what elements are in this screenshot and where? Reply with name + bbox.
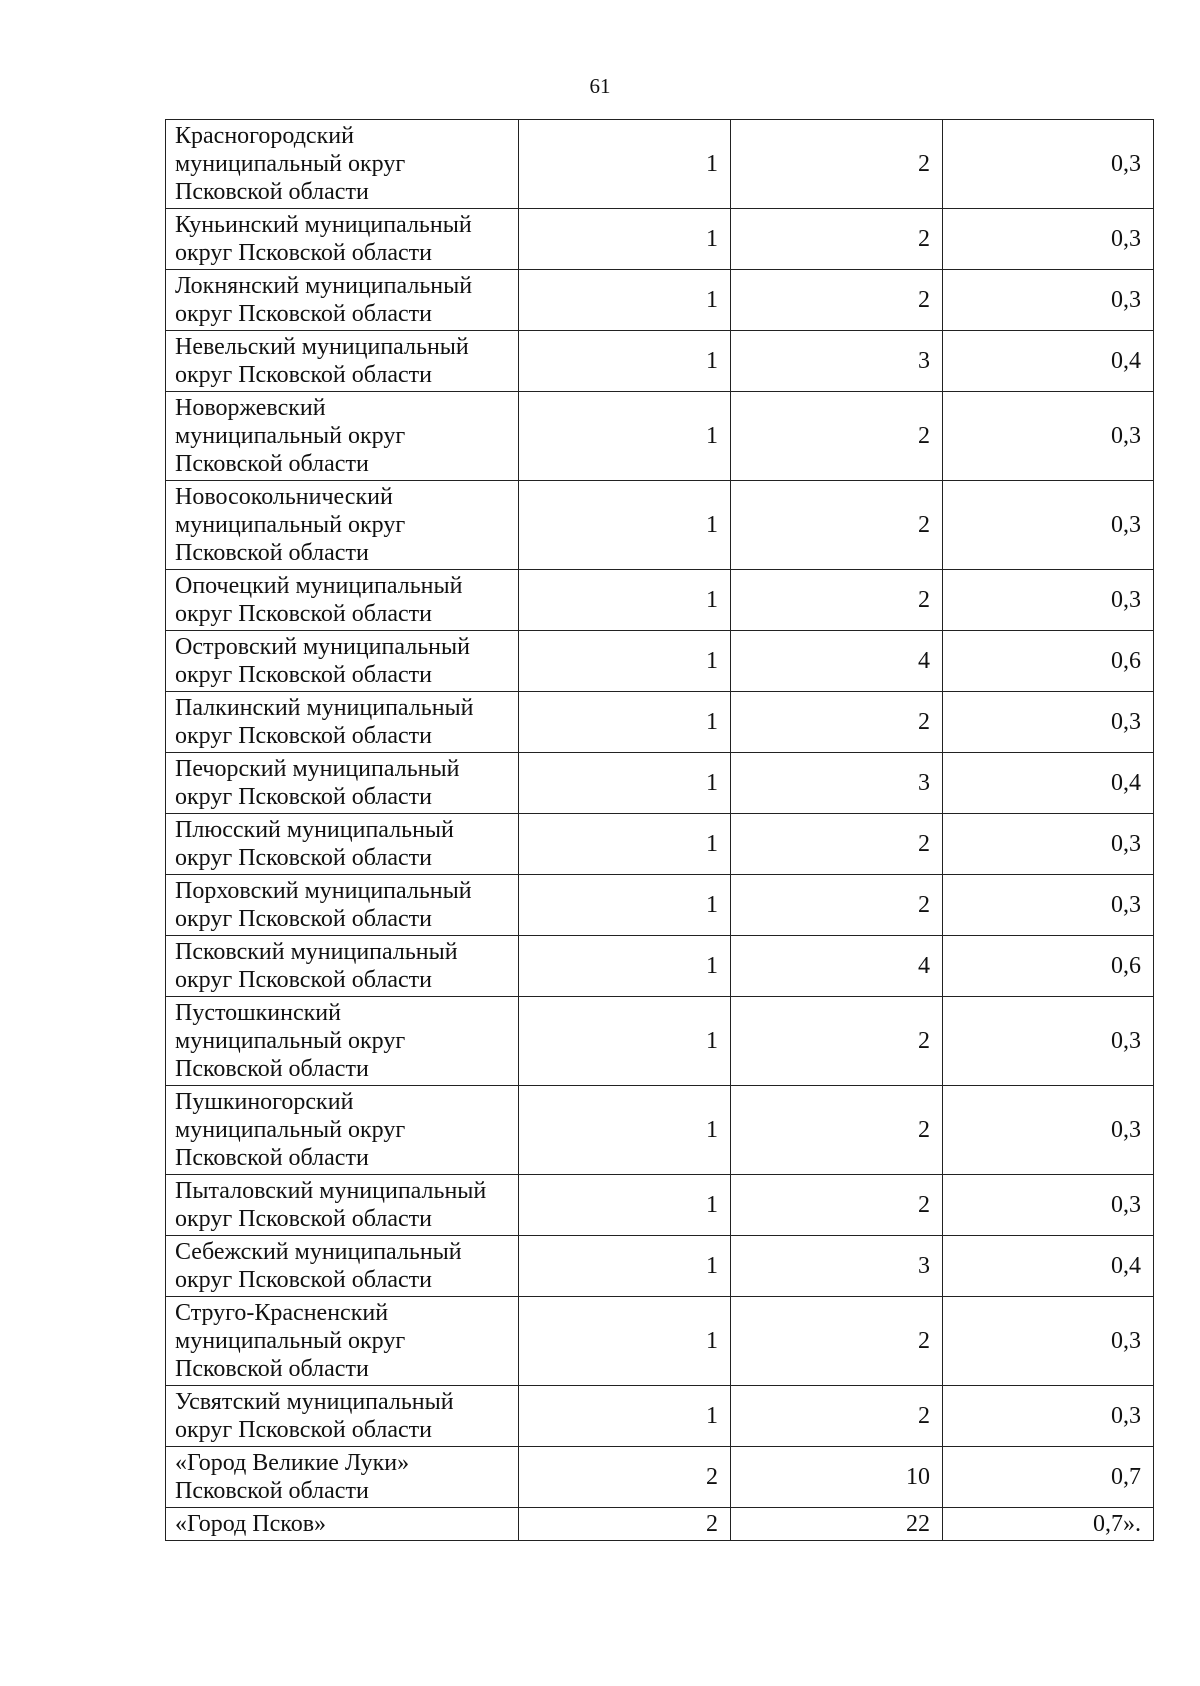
value-cell-2: 2 bbox=[731, 997, 943, 1086]
value-cell-2: 2 bbox=[731, 270, 943, 331]
value-cell-2: 3 bbox=[731, 753, 943, 814]
district-name-cell: Пушкиногорский муниципальный округ Псковской области bbox=[166, 1086, 519, 1175]
value-cell-3: 0,3 bbox=[943, 270, 1154, 331]
value-cell-2: 3 bbox=[731, 1236, 943, 1297]
value-cell-3: 0,3 bbox=[943, 1086, 1154, 1175]
table-row bbox=[166, 631, 1154, 692]
district-name-cell: «Город Псков» bbox=[166, 1508, 519, 1541]
table-row bbox=[166, 270, 1154, 331]
value-cell-3: 0,3 bbox=[943, 1297, 1154, 1386]
table-row bbox=[166, 1175, 1154, 1236]
table-row bbox=[166, 936, 1154, 997]
value-cell-1: 1 bbox=[519, 331, 731, 392]
value-cell-3: 0,3 bbox=[943, 481, 1154, 570]
table-row bbox=[166, 1508, 1154, 1541]
table-row bbox=[166, 1297, 1154, 1386]
value-cell-1: 1 bbox=[519, 209, 731, 270]
value-cell-1: 1 bbox=[519, 692, 731, 753]
district-name-cell: «Город Великие Луки» Псковской области bbox=[166, 1447, 519, 1508]
value-cell-2: 22 bbox=[731, 1508, 943, 1541]
table-row bbox=[166, 997, 1154, 1086]
value-cell-3: 0,3 bbox=[943, 120, 1154, 209]
district-name-cell: Опочецкий муниципальный округ Псковской области bbox=[166, 570, 519, 631]
table-row bbox=[166, 331, 1154, 392]
value-cell-3: 0,3 bbox=[943, 814, 1154, 875]
value-cell-2: 4 bbox=[731, 936, 943, 997]
table-row bbox=[166, 392, 1154, 481]
table-row bbox=[166, 814, 1154, 875]
table-body bbox=[166, 120, 1154, 1541]
district-name-cell: Псковский муниципальный округ Псковской области bbox=[166, 936, 519, 997]
value-cell-1: 1 bbox=[519, 1386, 731, 1447]
municipal-districts-table bbox=[165, 119, 1154, 1541]
value-cell-3: 0,6 bbox=[943, 936, 1154, 997]
table-row bbox=[166, 481, 1154, 570]
value-cell-3: 0,4 bbox=[943, 331, 1154, 392]
value-cell-3: 0,3 bbox=[943, 692, 1154, 753]
value-cell-1: 1 bbox=[519, 875, 731, 936]
value-cell-1: 1 bbox=[519, 1297, 731, 1386]
value-cell-1: 2 bbox=[519, 1508, 731, 1541]
value-cell-1: 2 bbox=[519, 1447, 731, 1508]
value-cell-2: 2 bbox=[731, 1175, 943, 1236]
value-cell-2: 2 bbox=[731, 1297, 943, 1386]
table-row bbox=[166, 120, 1154, 209]
value-cell-1: 1 bbox=[519, 1175, 731, 1236]
district-name-cell: Локнянский муниципальный округ Псковской области bbox=[166, 270, 519, 331]
district-name-cell: Порховский муниципальный округ Псковской области bbox=[166, 875, 519, 936]
value-cell-3: 0,3 bbox=[943, 570, 1154, 631]
table-row bbox=[166, 209, 1154, 270]
table-row bbox=[166, 1386, 1154, 1447]
value-cell-2: 2 bbox=[731, 814, 943, 875]
value-cell-1: 1 bbox=[519, 270, 731, 331]
value-cell-3: 0,3 bbox=[943, 392, 1154, 481]
district-name-cell: Красногородский муниципальный округ Псковской области bbox=[166, 120, 519, 209]
value-cell-2: 2 bbox=[731, 875, 943, 936]
district-name-cell: Пустошкинский муниципальный округ Псковской области bbox=[166, 997, 519, 1086]
table-row bbox=[166, 753, 1154, 814]
table-row bbox=[166, 875, 1154, 936]
value-cell-3: 0,4 bbox=[943, 1236, 1154, 1297]
district-name-cell: Печорский муниципальный округ Псковской области bbox=[166, 753, 519, 814]
value-cell-3: 0,7». bbox=[943, 1508, 1154, 1541]
value-cell-2: 2 bbox=[731, 692, 943, 753]
value-cell-1: 1 bbox=[519, 631, 731, 692]
value-cell-2: 2 bbox=[731, 570, 943, 631]
district-name-cell: Новоржевский муниципальный округ Псковской области bbox=[166, 392, 519, 481]
value-cell-2: 4 bbox=[731, 631, 943, 692]
value-cell-1: 1 bbox=[519, 1236, 731, 1297]
value-cell-2: 2 bbox=[731, 1086, 943, 1175]
district-name-cell: Усвятский муниципальный округ Псковской области bbox=[166, 1386, 519, 1447]
value-cell-1: 1 bbox=[519, 814, 731, 875]
value-cell-3: 0,3 bbox=[943, 1175, 1154, 1236]
table-row bbox=[166, 692, 1154, 753]
table-row bbox=[166, 570, 1154, 631]
value-cell-1: 1 bbox=[519, 120, 731, 209]
value-cell-1: 1 bbox=[519, 392, 731, 481]
district-name-cell: Палкинский муниципальный округ Псковской области bbox=[166, 692, 519, 753]
district-name-cell: Невельский муниципальный округ Псковской области bbox=[166, 331, 519, 392]
page-number: 61 bbox=[589, 74, 611, 98]
value-cell-3: 0,4 bbox=[943, 753, 1154, 814]
value-cell-2: 2 bbox=[731, 209, 943, 270]
table-row bbox=[166, 1086, 1154, 1175]
district-name-cell: Струго-Красненский муниципальный округ Псковской области bbox=[166, 1297, 519, 1386]
value-cell-1: 1 bbox=[519, 481, 731, 570]
district-name-cell: Плюсский муниципальный округ Псковской области bbox=[166, 814, 519, 875]
district-name-cell: Островский муниципальный округ Псковской области bbox=[166, 631, 519, 692]
value-cell-2: 2 bbox=[731, 120, 943, 209]
value-cell-2: 2 bbox=[731, 1386, 943, 1447]
district-name-cell: Куньинский муниципальный округ Псковской области bbox=[166, 209, 519, 270]
value-cell-3: 0,3 bbox=[943, 875, 1154, 936]
value-cell-3: 0,7 bbox=[943, 1447, 1154, 1508]
district-name-cell: Пыталовский муниципальный округ Псковской области bbox=[166, 1175, 519, 1236]
value-cell-3: 0,6 bbox=[943, 631, 1154, 692]
table-row bbox=[166, 1236, 1154, 1297]
value-cell-2: 2 bbox=[731, 481, 943, 570]
value-cell-1: 1 bbox=[519, 936, 731, 997]
value-cell-1: 1 bbox=[519, 997, 731, 1086]
value-cell-2: 3 bbox=[731, 331, 943, 392]
value-cell-2: 2 bbox=[731, 392, 943, 481]
value-cell-2: 10 bbox=[731, 1447, 943, 1508]
value-cell-3: 0,3 bbox=[943, 1386, 1154, 1447]
value-cell-3: 0,3 bbox=[943, 209, 1154, 270]
district-name-cell: Себежский муниципальный округ Псковской области bbox=[166, 1236, 519, 1297]
district-name-cell: Новосокольнический муниципальный округ Псковской области bbox=[166, 481, 519, 570]
value-cell-1: 1 bbox=[519, 753, 731, 814]
table-row bbox=[166, 1447, 1154, 1508]
value-cell-1: 1 bbox=[519, 570, 731, 631]
value-cell-3: 0,3 bbox=[943, 997, 1154, 1086]
value-cell-1: 1 bbox=[519, 1086, 731, 1175]
